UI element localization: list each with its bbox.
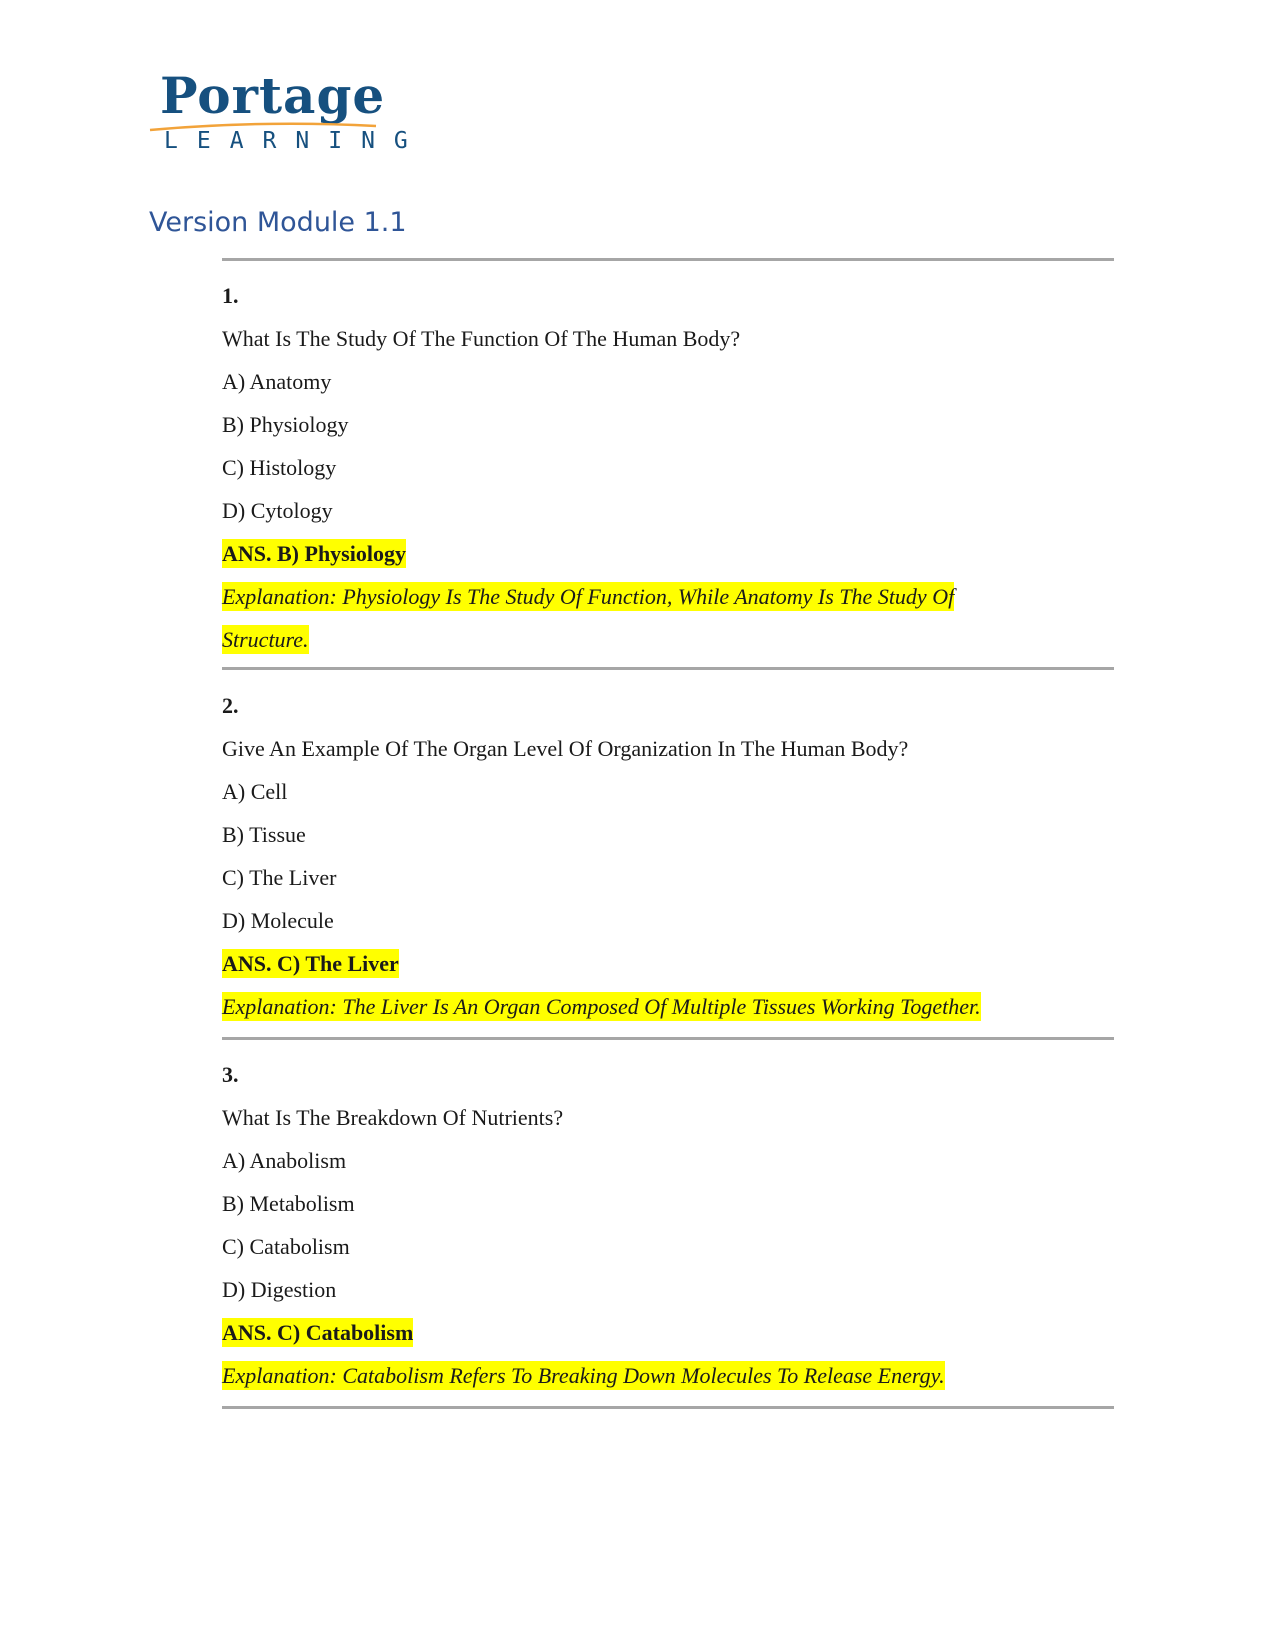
question-text: What Is The Breakdown Of Nutrients? (222, 1105, 564, 1130)
correct-answer: ANS. B) Physiology (222, 541, 406, 566)
correct-answer: ANS. C) Catabolism (222, 1320, 414, 1345)
question-block-1 (222, 274, 1114, 661)
answer-option: D) Cytology (222, 498, 333, 523)
question-block-3 (222, 1053, 1114, 1397)
answer-option: B) Tissue (222, 822, 306, 847)
page-title: Version Module 1.1 (149, 207, 407, 238)
logo-subtitle: LEARNING (164, 128, 427, 154)
answer-option: B) Metabolism (222, 1191, 355, 1216)
divider (222, 258, 1114, 261)
answer-option: A) Anatomy (222, 369, 332, 394)
answer-option: D) Digestion (222, 1277, 337, 1302)
explanation-text: Explanation: Physiology Is The Study Of Function, While Anatomy Is The Study Of (222, 584, 955, 609)
divider (222, 1406, 1114, 1409)
answer-option: C) The Liver (222, 865, 337, 890)
question-number: 3. (222, 1062, 239, 1087)
answer-option: B) Physiology (222, 412, 349, 437)
divider (222, 667, 1114, 670)
logo-wordmark: Portage (160, 66, 386, 125)
question-number: 2. (222, 693, 239, 718)
question-text: What Is The Study Of The Function Of The Human Body? (222, 326, 741, 351)
portage-learning-logo (148, 66, 427, 156)
correct-answer: ANS. C) The Liver (222, 951, 399, 976)
question-block-2 (222, 684, 1114, 1028)
answer-option: C) Catabolism (222, 1234, 350, 1259)
explanation-text: Explanation: Catabolism Refers To Breaking Down Molecules To Release Energy. (222, 1363, 945, 1388)
answer-option: D) Molecule (222, 908, 334, 933)
question-text: Give An Example Of The Organ Level Of Organization In The Human Body? (222, 736, 909, 761)
answer-option: C) Histology (222, 455, 337, 480)
explanation-text-continued: Structure. (222, 627, 309, 652)
divider (222, 1037, 1114, 1040)
answer-option: A) Cell (222, 779, 288, 804)
question-number: 1. (222, 283, 239, 308)
explanation-text: Explanation: The Liver Is An Organ Composed Of Multiple Tissues Working Together. (222, 994, 981, 1019)
answer-option: A) Anabolism (222, 1148, 347, 1173)
